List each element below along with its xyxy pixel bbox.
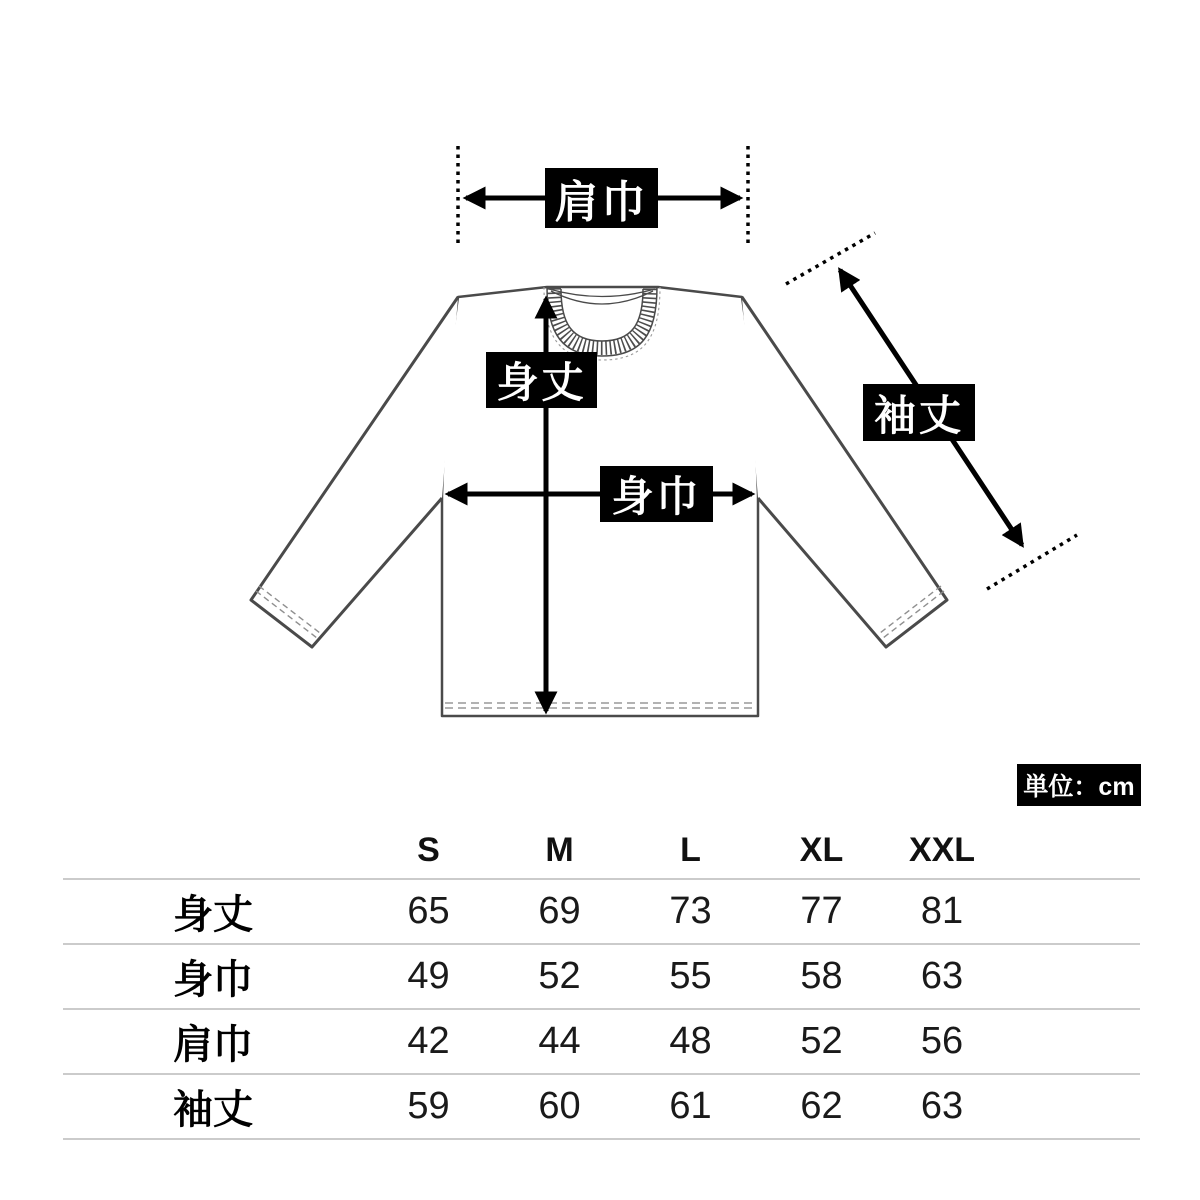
unit-badge: 単位：cm <box>1017 764 1141 806</box>
cell-value: 63 <box>920 955 964 997</box>
cell-value: 63 <box>920 1085 964 1127</box>
sleeve-length-label: 袖丈 <box>863 384 975 441</box>
cell-value: 52 <box>538 955 581 997</box>
row-label: 身巾 <box>173 958 253 1002</box>
table-row-body-width <box>63 945 1140 1010</box>
cell-value: 49 <box>407 955 450 997</box>
row-label: 身丈 <box>173 893 253 937</box>
cell-value: 58 <box>800 955 843 997</box>
body-width-label: 身巾 <box>600 466 713 522</box>
sleeve-length-extension-top <box>786 233 875 284</box>
table-row-sleeve-length <box>63 1075 1140 1140</box>
cell-value: 52 <box>800 1020 843 1062</box>
cell-value: 73 <box>669 890 712 932</box>
cell-value: 44 <box>538 1020 581 1062</box>
cell-value: 55 <box>669 955 712 997</box>
cell-value: 60 <box>538 1085 581 1127</box>
cell-value: 61 <box>669 1085 712 1127</box>
shoulder-width-label: 肩巾 <box>545 168 658 228</box>
column-header-xl: XL <box>799 831 844 869</box>
cell-value: 65 <box>407 890 450 932</box>
cell-value: 81 <box>920 890 964 932</box>
cell-value: 69 <box>538 890 581 932</box>
cell-value: 62 <box>800 1085 843 1127</box>
cell-value: 48 <box>669 1020 712 1062</box>
right-sleeve <box>742 297 947 647</box>
body-length-label: 身丈 <box>486 352 597 408</box>
column-header-xxl: XXL <box>908 831 976 869</box>
row-label: 肩巾 <box>173 1023 253 1067</box>
size-table <box>63 823 1140 1140</box>
sleeve-length-extension-bottom <box>987 535 1077 589</box>
column-header-m: M <box>545 831 574 869</box>
column-header-l: L <box>680 831 701 869</box>
cell-value: 59 <box>407 1085 450 1127</box>
cell-value: 77 <box>800 890 843 932</box>
left-sleeve <box>251 297 458 647</box>
table-row-body-length <box>63 880 1140 945</box>
column-header-s: S <box>417 831 440 869</box>
cell-value: 42 <box>407 1020 450 1062</box>
size-table-header-row <box>63 823 1140 880</box>
table-row-shoulder-width <box>63 1010 1140 1075</box>
row-label: 袖丈 <box>173 1088 253 1132</box>
cell-value: 56 <box>920 1020 964 1062</box>
